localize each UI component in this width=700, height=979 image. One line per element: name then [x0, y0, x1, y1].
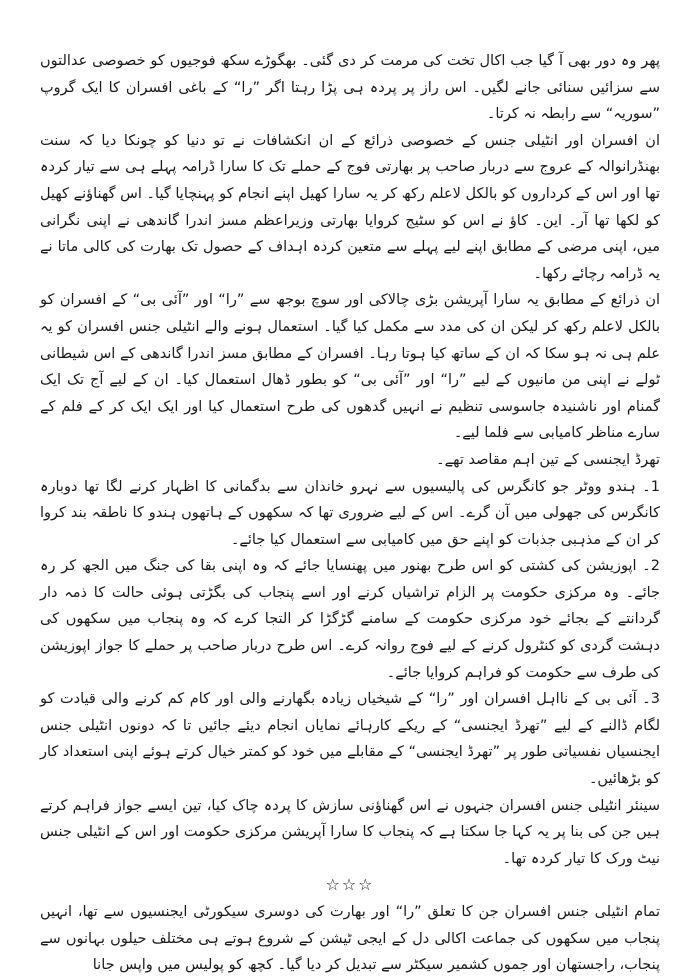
paragraph-4: تھرڈ ایجنسی کے تین اہم مقاصد تھے۔	[436, 451, 660, 468]
paragraph-3: ان ذرائع کے مطابق یہ سارا آپریشن بڑی چالاکی اور سوچ بوجھ سے ”را“ اور ”آئی بی“ کے افسران کو بالکل لاعلم رکھ کر لیکن ان کی مدد سے مکمل کیا گیا۔ استعمال ہونے والے انٹیلی جنس افسران کو یہ علم ہی نہ ہو سکا کہ ان کے ساتھ کیا ہوتا رہا۔ افسران کے مطابق مسز اندرا گاندھی کے اس شیطانی ٹولے نے اپنی من مانیوں کے لیے ”را“ اور ”آئی بی“ کو بطور ڈھال استعمال کیا۔ ان کے لیے آج تک ایک گمنام اور ناشنیدہ جاسوسی تنظیم نے انہیں گدھوں کی طرح استعمال کیا اور ایک ایک کر کے فلم کے سارے مناظر کامیابی سے فلما لیے۔	[40, 292, 660, 442]
paragraph-2: ان افسران اور انٹیلی جنس کے خصوصی ذرائع کے ان انکشافات نے تو دنیا کو چونکا دیا کہ سنت بھنڈرانوالہ کے عروج سے دربار صاحب پر بھارتی فوج کے حملے تک کا سارا ڈرامہ پہلے ہی سے تیار کردہ تھا اور اس کے کرداروں کو بالکل لاعلم رکھ کر یہ سارا کھیل اپنے انجام کو پہنچایا گیا۔ اس گھناؤنے کھیل کو لکھا تھا آر۔ این۔ کاؤ نے اس کو سٹیج کروایا بھارتی وزیراعظم مسز اندرا گاندھی نے اپنی نگرانی میں، اپنی مرضی کے مطابق اپنے لیے پہلے سے متعین کردہ اہداف کے حصول تک بھارت کی کالی ماتا نے یہ ڈرامہ رچائے رکھا۔	[40, 132, 660, 282]
closing-paragraph: تمام انٹیلی جنس افسران جن کا تعلق ”را“ اور بھارت کی دوسری سیکورٹی ایجنسیوں سے تھا، انہیں پنجاب میں سکھوں کی جماعت اکالی دل کے ایجی ٹیشن کے شروع ہوتے ہی مختلف حیلوں بہانوں سے پنجاب، راجستھان اور جموں کشمیر سیکٹر سے تبدیل کر دیا گیا۔ کچھ کو پولیس میں واپس جانا	[40, 904, 660, 974]
paragraph-5: 1۔ ہندو ووٹر جو کانگرس کی پالیسیوں سے نہرو خاندان سے بدگمانی کا اظہار کرنے لگا تھا دوبارہ کانگرس کی جھولی میں آن گرے۔ اس کے لیے ضروری تھا کہ سکھوں کے ہاتھوں ہندو کا ناطقہ بند کروا کر ان کے مذہبی جذبات کو اپنے حق میں کامیابی سے استعمال کیا جائے۔	[40, 478, 660, 548]
section-separator-stars: ☆☆☆	[325, 875, 375, 895]
paragraph-6: 2۔ اپوزیشن کی کشتی کو اس طرح بھنور میں پھنسایا جائے کہ وہ اپنی بقا کی جنگ میں الجھ کر رہ جائے۔ وہ مرکزی حکومت پر الزام تراشیاں کرنے اور اسے پنجاب کی بگڑتی ہوئی حالت کا ذمہ دار گردانتے کے بجائے خود مرکزی حکومت کے سامنے گڑگڑا کر التجا کرے کہ وہ پنجاب میں سکھوں کی دہشت گردی کو کنٹرول کرنے کے لیے فوج روانہ کرے۔ اس طرح دربار صاحب پر حملے کا جواز اپوزیشن کی طرف سے حکومت کو فراہم کروایا جائے۔	[40, 558, 660, 681]
paragraph-8: سینئر انٹیلی جنس افسران جنہوں نے اس گھناؤنی سازش کا پردہ چاک کیا، تین ایسے جواز فراہم کرتے ہیں جن کی بنا پر یہ کہا جا سکتا ہے کہ پنجاب کا سارا آپریشن مرکزی حکومت اور اس کے انٹیلی جنس نیٹ ورک کا تیار کردہ تھا۔	[40, 797, 660, 867]
paragraph-1: پھر وہ دور بھی آ گیا جب اکال تخت کی مرمت کر دی گئی۔ بھگوڑے سکھ فوجیوں کو خصوصی عدالتوں سے سزائیں سنائی جانے لگیں۔ اس راز پر پردہ ہی پڑا رہتا اگر ”را“ کے باغی افسران کا ایک گروپ ”سوریہ“ سے رابطہ نہ کرتا۔	[40, 53, 660, 123]
paragraph-7: 3۔ آئی بی کے نااہل افسران اور ”را“ کے شیخیاں زیادہ بگھارنے والی اور کام کم کرنے والی قیادت کو لگام ڈالنے کے لیے ”تھرڈ ایجنسی“ کے ریکے کارہائے نمایاں انجام دیئے جائیں تا کہ دونوں انٹیلی جنس ایجنسیاں نفسیاتی طور پر ”تھرڈ ایجنسی“ کے مقابلے میں خود کو کمتر خیال کرتے ہوئے اپنی استعداد کار کو بڑھائیں۔	[40, 691, 660, 788]
